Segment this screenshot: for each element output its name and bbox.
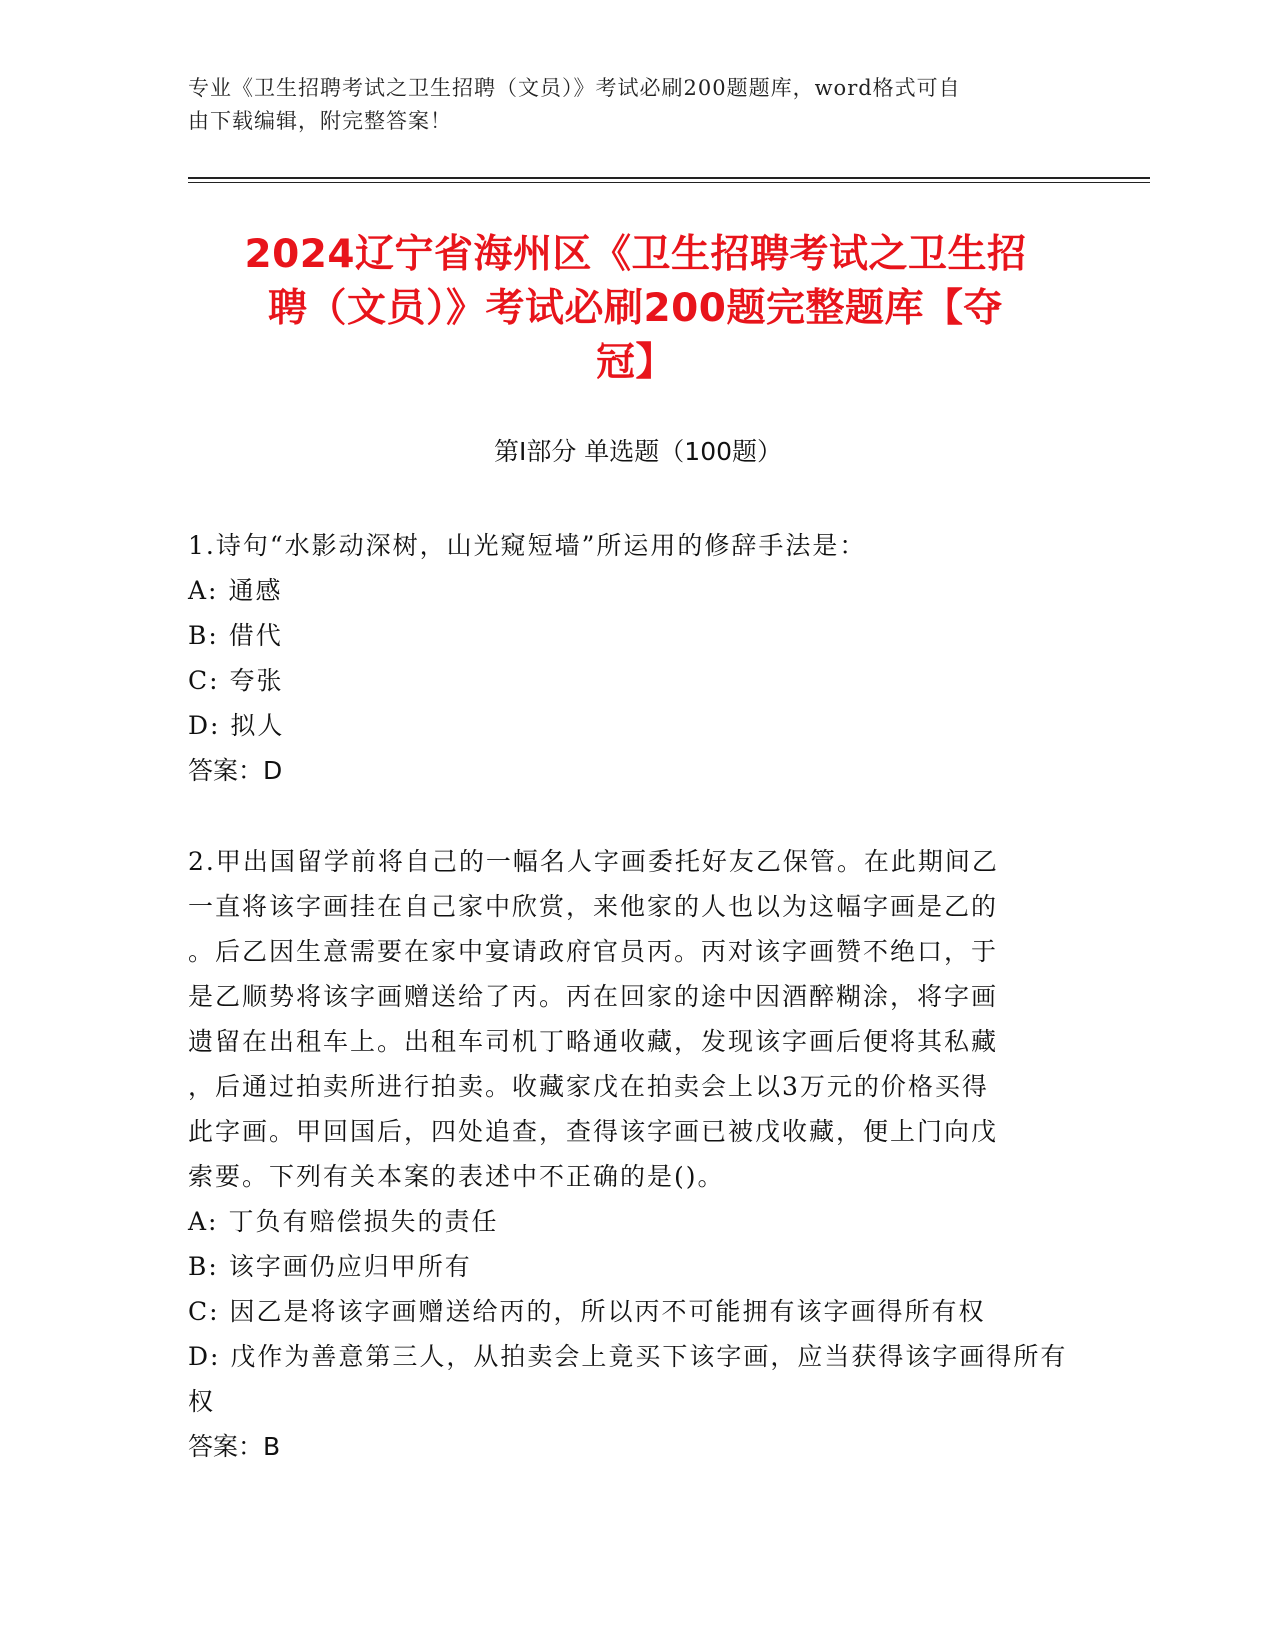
title-line-1: 2024辽宁省海州区《卫生招聘考试之卫生招: [244, 232, 1027, 277]
question-stem-line: ，后通过拍卖所进行拍卖。收藏家戊在拍卖会上以3万元的价格买得: [188, 1072, 989, 1101]
question-stem-line: 1.诗句“水影动深树，山光窥短墙”所运用的修辞手法是：: [188, 531, 867, 560]
question-1: [188, 523, 1078, 793]
option-b: [188, 613, 1078, 658]
option-text: 戊作为善意第三人，从拍卖会上竟买下该字画，应当获得该字画得所有权: [188, 1342, 1068, 1416]
option-key: A:: [188, 576, 219, 605]
option-key: B:: [188, 621, 219, 650]
option-a: [188, 1199, 1078, 1244]
option-key: C:: [188, 666, 220, 695]
option-text: 通感: [228, 576, 283, 605]
option-text: 丁负有赔偿损失的责任: [228, 1207, 499, 1236]
title-line-3: 冠】: [595, 340, 675, 385]
option-key: A:: [188, 1207, 219, 1236]
question-stem-line: 索要。下列有关本案的表述中不正确的是()。: [188, 1162, 725, 1191]
option-d: [188, 1334, 1078, 1424]
option-c: [188, 658, 1078, 703]
option-text: 该字画仍应归甲所有: [228, 1252, 472, 1281]
option-text: 拟人: [230, 711, 285, 740]
answer-line: 答案：D: [188, 756, 283, 785]
question-2: [188, 839, 1078, 1469]
question-list: [188, 523, 1078, 1515]
section-heading: 第Ⅰ部分 单选题（100题）: [493, 437, 783, 466]
question-stem-line: 。后乙因生意需要在家中宴请政府官员丙。丙对该字画赞不绝口，于: [188, 937, 999, 966]
header-rule: [188, 177, 1150, 179]
question-stem-line: 是乙顺势将该字画赠送给了丙。丙在回家的途中因酒醉糊涂，将字画: [188, 982, 999, 1011]
option-key: B:: [188, 1252, 219, 1281]
header-note: [188, 72, 1068, 138]
option-text: 夸张: [229, 666, 284, 695]
question-stem-line: 遗留在出租车上。出租车司机丁略通收藏，发现该字画后便将其私藏: [188, 1027, 999, 1056]
question-stem-line: 2.甲出国留学前将自己的一幅名人字画委托好友乙保管。在此期间乙: [188, 847, 999, 876]
answer-line: 答案：B: [188, 1432, 281, 1461]
header-rule-thin: [188, 182, 1150, 183]
option-key: D:: [188, 711, 221, 740]
option-key: D:: [188, 1342, 221, 1371]
option-text: 借代: [228, 621, 283, 650]
header-note-line-2: 由下载编辑，附完整答案！: [188, 109, 452, 133]
option-d: [188, 703, 1078, 748]
option-text: 因乙是将该字画赠送给丙的，所以丙不可能拥有该字画得所有权: [229, 1297, 986, 1326]
option-key: C:: [188, 1297, 220, 1326]
title-line-2: 聘（文员）》考试必刷200题完整题库【夺: [268, 286, 1003, 331]
option-c: [188, 1289, 1078, 1334]
option-a: [188, 568, 1078, 613]
question-stem-line: 一直将该字画挂在自己家中欣赏，来他家的人也以为这幅字画是乙的: [188, 892, 999, 921]
header-note-line-1: 专业《卫生招聘考试之卫生招聘（文员）》考试必刷200题题库，word格式可自: [188, 76, 961, 100]
document-title: [188, 228, 1083, 390]
question-stem-line: 此字画。甲回国后，四处追查，查得该字画已被戊收藏，便上门向戊: [188, 1117, 999, 1146]
option-b: [188, 1244, 1078, 1289]
